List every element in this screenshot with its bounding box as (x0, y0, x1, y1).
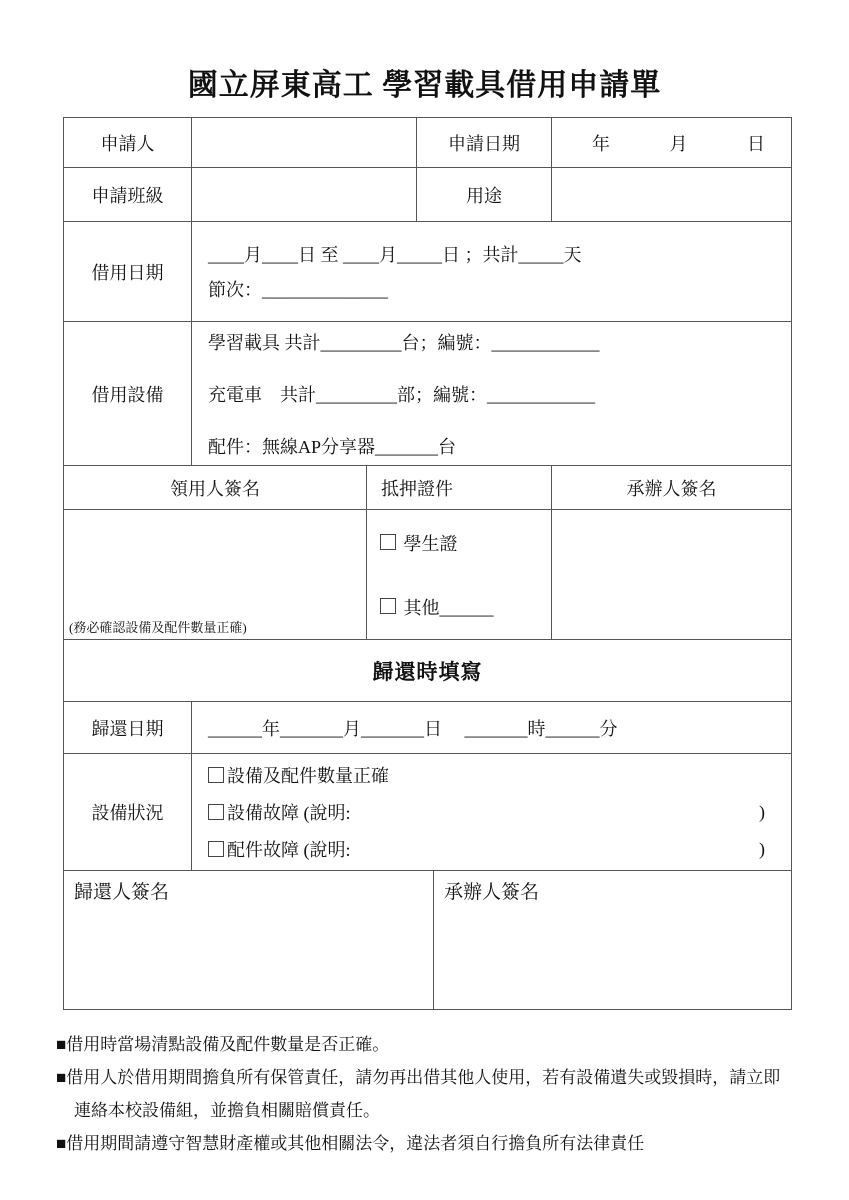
apply-date-day-unit: 日 (747, 133, 765, 154)
student-id-checkbox[interactable] (380, 534, 396, 550)
apply-date-month-unit: 月 (669, 133, 688, 154)
equipment-status-options (192, 754, 791, 870)
apply-date-field[interactable] (552, 118, 791, 167)
other-pledge-checkbox[interactable] (380, 598, 396, 614)
row-class (64, 168, 791, 222)
return-handler-sign-area[interactable] (434, 871, 791, 1009)
pickup-sign-label: 領用人簽名 (64, 466, 367, 509)
pledge-options (367, 510, 552, 639)
note-legal-responsibility: ■借用期間請遵守智慧財產權或其他相關法令，違法者須自行擔負所有法律責任 (56, 1134, 645, 1153)
status-option-correct (208, 762, 775, 788)
borrow-date-label: 借用日期 (64, 222, 192, 321)
handler-sign-area[interactable] (552, 510, 791, 639)
equipment-accessory-line: 配件：無線AP分享器_______台 (208, 436, 457, 457)
row-applicant (64, 118, 791, 168)
student-id-label: 學生證 (403, 533, 458, 554)
row-return-signatures (64, 871, 791, 1009)
return-date-line: ______年_______月_______日 _______時______分 (208, 718, 618, 739)
returner-sign-label: 歸還人簽名 (74, 882, 170, 903)
applicant-value-field[interactable] (192, 118, 417, 167)
row-signature-headers (64, 466, 791, 510)
device-fault-checkbox[interactable] (208, 804, 224, 820)
applicant-label: 申請人 (64, 118, 192, 167)
application-form-table (63, 117, 792, 1010)
pledge-option-student-id (380, 530, 551, 556)
return-date-label: 歸還日期 (64, 702, 192, 753)
row-return-date (64, 702, 791, 754)
status-option-device-fault (208, 799, 775, 825)
accessory-fault-label: 配件故障 (說明: (227, 840, 351, 860)
pickup-sign-area[interactable] (64, 510, 367, 639)
footer-notes (56, 1028, 796, 1160)
device-fault-close-paren: ) (759, 801, 765, 822)
row-equipment (64, 322, 791, 466)
borrow-date-periods-line: 節次：______________ (208, 280, 388, 300)
pledge-label: 抵押證件 (367, 466, 552, 509)
purpose-label: 用途 (417, 168, 552, 221)
apply-class-label: 申請班級 (64, 168, 192, 221)
quantity-correct-checkbox[interactable] (208, 767, 224, 783)
status-option-accessory-fault (208, 836, 775, 862)
pledge-option-other (380, 594, 551, 620)
device-fault-label: 設備故障 (說明: (227, 803, 351, 823)
equipment-field[interactable] (192, 322, 791, 465)
row-return-section (64, 640, 791, 702)
row-borrow-date (64, 222, 791, 322)
return-date-field[interactable] (192, 702, 791, 753)
handler-sign-label: 承辦人簽名 (626, 478, 717, 499)
equipment-label: 借用設備 (64, 322, 192, 465)
other-pledge-label: 其他______ (403, 597, 494, 618)
form-title: 國立屏東高工 學習載具借用申請單 (187, 69, 662, 102)
note-check-quantity: ■借用時當場清點設備及配件數量是否正確。 (56, 1035, 390, 1054)
equipment-cart-line: 充電車 共計_________部；編號：____________ (208, 384, 595, 405)
note-custody-responsibility: ■借用人於借用期間擔負所有保管責任，請勿再出借其他人使用，若有設備遺失或毀損時，請立即連絡本校設備組，並擔負相關賠償責任。 (56, 1068, 781, 1120)
row-equipment-status (64, 754, 791, 871)
borrow-date-field[interactable] (192, 222, 791, 321)
apply-date-label: 申請日期 (417, 118, 552, 167)
confirm-quantity-note: (務必確認設備及配件數量正確) (69, 620, 247, 635)
purpose-value-field[interactable] (552, 168, 791, 221)
accessory-fault-checkbox[interactable] (208, 841, 224, 857)
apply-date-year-unit: 年 (592, 133, 610, 154)
return-handler-sign-label: 承辦人簽名 (444, 882, 540, 903)
returner-sign-area[interactable] (64, 871, 434, 1009)
apply-class-value-field[interactable] (192, 168, 417, 221)
return-section-header: 歸還時填寫 (372, 659, 483, 684)
equipment-devices-line: 學習載具 共計_________台；編號：____________ (208, 332, 600, 353)
quantity-correct-label: 設備及配件數量正確 (227, 766, 389, 786)
accessory-fault-close-paren: ) (759, 838, 765, 859)
borrow-date-line1: ____月____日 至 ____月_____日 ；共計_____天 (208, 245, 582, 265)
row-signature-body (64, 510, 791, 640)
equipment-status-label: 設備狀況 (64, 754, 192, 870)
